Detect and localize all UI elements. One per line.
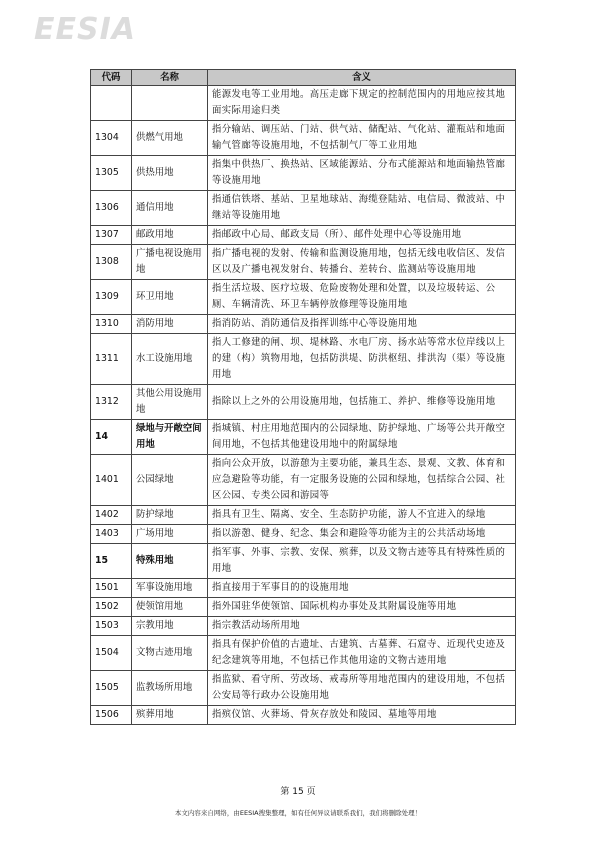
table-body (91, 86, 516, 725)
cell-name: 通信用地 (132, 191, 208, 226)
cell-code: 1308 (91, 245, 132, 280)
cell-name: 广场用地 (132, 525, 208, 544)
cell-meaning: 指具有卫生、隔离、安全、生态防护功能，游人不宜进入的绿地 (208, 506, 516, 525)
table-row (91, 636, 516, 671)
table-row (91, 385, 516, 420)
table-row (91, 334, 516, 385)
cell-meaning: 指除以上之外的公用设施用地，包括施工、养护、维修等设施用地 (208, 385, 516, 420)
cell-name: 防护绿地 (132, 506, 208, 525)
cell-name (132, 86, 208, 121)
cell-code: 1309 (91, 280, 132, 315)
cell-meaning: 指具有保护价值的古遗址、古建筑、古墓葬、石窟寺、近现代史迹及纪念建筑等用地，不包括已作其他用途的文物古迹用地 (208, 636, 516, 671)
cell-meaning: 指外国驻华使领馆、国际机构办事处及其附属设施等用地 (208, 598, 516, 617)
cell-code: 1311 (91, 334, 132, 385)
cell-meaning: 指军事、外事、宗教、安保、殡葬，以及文物古迹等具有特殊性质的用地 (208, 544, 516, 579)
table-row (91, 579, 516, 598)
cell-name: 宗教用地 (132, 617, 208, 636)
header-name: 名称 (132, 70, 208, 86)
table-row (91, 598, 516, 617)
cell-meaning: 指集中供热厂、换热站、区域能源站、分布式能源站和地面输热管廊等设施用地 (208, 156, 516, 191)
table-row (91, 86, 516, 121)
cell-name: 水工设施用地 (132, 334, 208, 385)
cell-code: 1401 (91, 455, 132, 506)
cell-name: 环卫用地 (132, 280, 208, 315)
table-row (91, 121, 516, 156)
cell-code: 1402 (91, 506, 132, 525)
table-row (91, 226, 516, 245)
table-row (91, 455, 516, 506)
cell-name: 特殊用地 (132, 544, 208, 579)
header-code: 代码 (91, 70, 132, 86)
header-meaning: 含义 (208, 70, 516, 86)
table-row (91, 315, 516, 334)
footer-note: 本文内容来自网络，由EESIA搜集整理，如有任何异议请联系我们，我们将删除处理！ (174, 809, 422, 817)
page-number: 第 15 页 (280, 787, 316, 797)
cell-code (91, 86, 132, 121)
cell-meaning: 指宗教活动场所用地 (208, 617, 516, 636)
cell-meaning: 指生活垃圾、医疗垃圾、危险废物处理和处置，以及垃圾转运、公厕、车辆清洗、环卫车辆停放修理等设施用地 (208, 280, 516, 315)
cell-code: 1503 (91, 617, 132, 636)
cell-name: 广播电视设施用地 (132, 245, 208, 280)
cell-code: 1304 (91, 121, 132, 156)
cell-name: 文物古迹用地 (132, 636, 208, 671)
cell-meaning: 能源发电等工业用地。高压走廊下规定的控制范围内的用地应按其地面实际用途归类 (208, 86, 516, 121)
cell-meaning: 指直接用于军事目的的设施用地 (208, 579, 516, 598)
cell-code: 1403 (91, 525, 132, 544)
table-row (91, 280, 516, 315)
cell-meaning: 指监狱、看守所、劳改场、戒毒所等用地范围内的建设用地，不包括公安局等行政办公设施用地 (208, 671, 516, 706)
table-row (91, 420, 516, 455)
cell-code: 1506 (91, 706, 132, 725)
table-row (91, 156, 516, 191)
cell-code: 1502 (91, 598, 132, 617)
cell-meaning: 指以游憩、健身、纪念、集会和避险等功能为主的公共活动场地 (208, 525, 516, 544)
cell-name: 军事设施用地 (132, 579, 208, 598)
table-row (91, 617, 516, 636)
cell-name: 供热用地 (132, 156, 208, 191)
cell-code: 1312 (91, 385, 132, 420)
land-use-table (90, 69, 516, 725)
cell-code: 1501 (91, 579, 132, 598)
cell-meaning: 指城镇、村庄用地范围内的公园绿地、防护绿地、广场等公共开敞空间用地，不包括其他建设用地中的附属绿地 (208, 420, 516, 455)
table-row (91, 544, 516, 579)
cell-name: 绿地与开敞空间用地 (132, 420, 208, 455)
cell-meaning: 指殡仪馆、火葬场、骨灰存放处和陵园、墓地等用地 (208, 706, 516, 725)
cell-code: 1306 (91, 191, 132, 226)
table-row (91, 506, 516, 525)
table-row (91, 191, 516, 226)
table-row (91, 245, 516, 280)
cell-meaning: 指向公众开放，以游憩为主要功能，兼具生态、景观、文教、体育和应急避险等功能，有一定服务设施的公园和绿地，包括综合公园、社区公园、专类公园和游园等 (208, 455, 516, 506)
cell-meaning: 指邮政中心局、邮政支局（所）、邮件处理中心等设施用地 (208, 226, 516, 245)
cell-meaning: 指人工修建的闸、坝、堤林路、水电厂房、扬水站等常水位岸线以上的建（构）筑物用地，包括防洪堤、防洪枢纽、排洪沟（渠）等设施用地 (208, 334, 516, 385)
cell-name: 供燃气用地 (132, 121, 208, 156)
cell-name: 监教场所用地 (132, 671, 208, 706)
cell-code: 1310 (91, 315, 132, 334)
table-row (91, 525, 516, 544)
cell-meaning: 指通信铁塔、基站、卫星地球站、海缆登陆站、电信局、微波站、中继站等设施用地 (208, 191, 516, 226)
table-row (91, 706, 516, 725)
cell-code: 14 (91, 420, 132, 455)
table-row (91, 671, 516, 706)
cell-name: 消防用地 (132, 315, 208, 334)
cell-meaning: 指消防站、消防通信及指挥训练中心等设施用地 (208, 315, 516, 334)
cell-name: 其他公用设施用地 (132, 385, 208, 420)
cell-name: 邮政用地 (132, 226, 208, 245)
table-header-row (91, 70, 516, 86)
cell-code: 15 (91, 544, 132, 579)
cell-name: 殡葬用地 (132, 706, 208, 725)
cell-code: 1504 (91, 636, 132, 671)
cell-code: 1305 (91, 156, 132, 191)
eesia-logo: EESIA (34, 12, 136, 47)
cell-meaning: 指广播电视的发射、传输和监测设施用地，包括无线电收信区、发信区以及广播电视发射台、转播台、差转台、监测站等设施用地 (208, 245, 516, 280)
cell-name: 公园绿地 (132, 455, 208, 506)
cell-name: 使领馆用地 (132, 598, 208, 617)
cell-code: 1505 (91, 671, 132, 706)
cell-meaning: 指分输站、调压站、门站、供气站、储配站、气化站、灌瓶站和地面输气管廊等设施用地，不包括制气厂等工业用地 (208, 121, 516, 156)
cell-code: 1307 (91, 226, 132, 245)
